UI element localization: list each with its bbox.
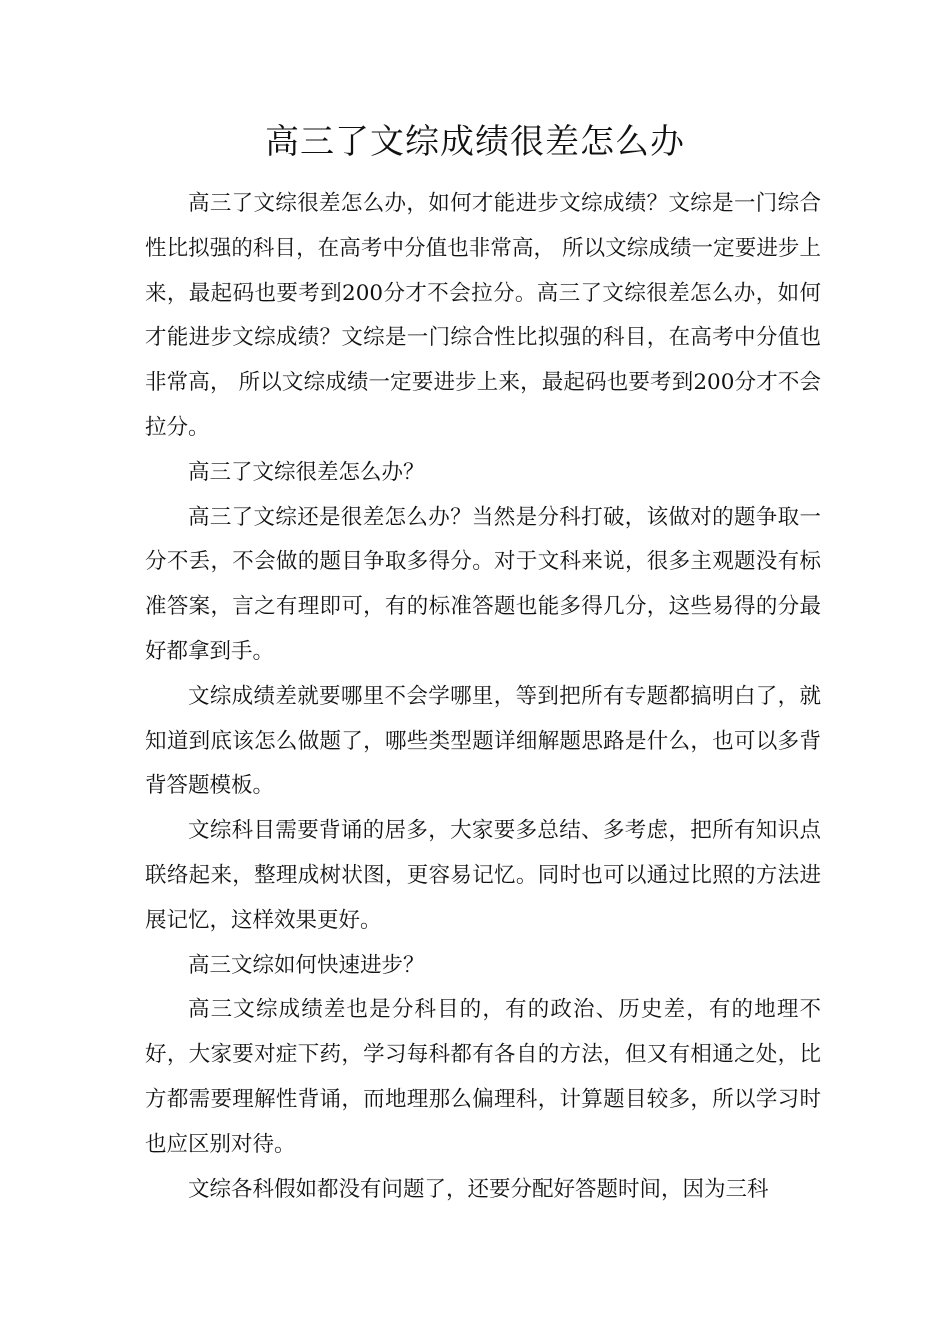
document-body [145,182,821,1212]
paragraph-answer: 高三了文综还是很差怎么办？当然是分科打破，该做对的题争取一分不丢，不会做的题目争取多得分。对于文科来说，很多主观题没有标准答案，言之有理即可，有的标准答题也能多得几分，这些易得的分最好都拿到手。 [145,504,821,664]
paragraph-study-topics: 文综成绩差就要哪里不会学哪里，等到把所有专题都搞明白了，就知道到底该怎么做题了，哪些类型题详细解题思路是什么，也可以多背背答题模板。 [145,683,821,799]
paragraph-time-allocation: 文综各科假如都没有问题了，还要分配好答题时间，因为三科 [188,1176,769,1202]
paragraph-subjects: 高三文综成绩差也是分科目的，有的政治、历史差，有的地理不好，大家要对症下药，学习每科都有各自的方法，但又有相通之处，比方都需要理解性背诵，而地理那么偏理科，计算题目较多，所以学习时也应区别对待。 [145,997,821,1157]
paragraph-heading-improve: 高三文综如何快速进步？ [188,952,425,978]
paragraph-memorization: 文综科目需要背诵的居多，大家要多总结、多考虑，把所有知识点联络起来，整理成树状图，更容易记忆。同时也可以通过比照的方法进展记忆，这样效果更好。 [145,818,821,933]
paragraph-heading-question: 高三了文综很差怎么办？ [188,459,425,485]
paragraph-intro: 高三了文综很差怎么办，如何才能进步文综成绩？文综是一门综合性比拟强的科目，在高考中分值也非常高， 所以文综成绩一定要进步上来，最起码也要考到200分才不会拉分。高三了文综很差怎么办，如何才能进步文综成绩？文综是一门综合性比拟强的科目，在高考中分值也非常高， 所以文综成绩一定要进步上来，最起码也要考到200分才不会拉分。 [145,191,821,440]
document-title: 高三了文综成绩很差怎么办 [265,122,685,162]
